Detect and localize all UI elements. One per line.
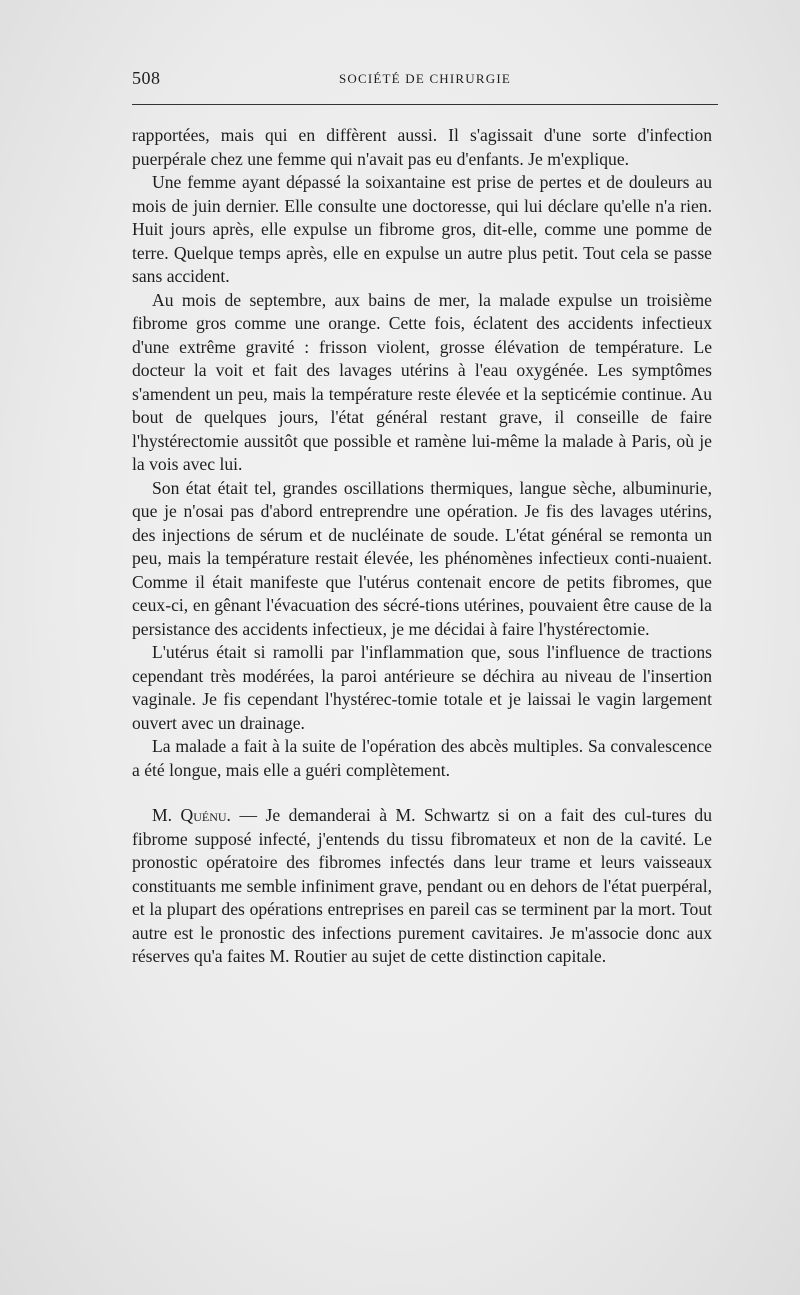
paragraph-2: Une femme ayant dépassé la soixantaine est prise de pertes et de douleurs au mois de juin dernier. Elle consulte une doctoresse, qui lui déclare qu'elle n'a rien. Huit jours après, elle expulse un fibrome gros, dit-elle, comme une pomme de terre. Quelque temps après, elle en expulse un autre plus petit. Tout cela se passe sans accident. [132,172,712,286]
body-text [132,124,712,969]
paragraph-5: L'utérus était si ramolli par l'inflammation que, sous l'influence de tractions cependant très modérées, la paroi antérieure se déchira au niveau de l'insertion vaginale. Je fis cependant l'hystérec-tomie totale et je laissai le vagin largement ouvert avec un drainage. [132,642,712,733]
paragraph-4: Son état était tel, grandes oscillations thermiques, langue sèche, albuminurie, que je n'osai pas d'abord entreprendre une opération. Je fis des lavages utérins, des injections de sérum et de nucléinate de soude. L'état général se remonta un peu, mais la température restait élevée, les phénomènes infectieux conti-nuaient. Comme il était manifeste que l'utérus contenait encore de petits fibromes, que ceux-ci, en gênant l'évacuation des sécré-tions utérines, pouvaient être cause de la persistance des accidents infectieux, je me décidai à faire l'hystérectomie. [132,477,712,639]
paragraph-6: La malade a fait à la suite de l'opération des abcès multiples. Sa convalescence a été longue, mais elle a guéri complètement. [132,736,712,780]
page-number: 508 [132,68,161,88]
page-header [132,68,718,92]
paragraph-quenu-text: — Je demanderai à M. Schwartz si on a fait des cul-tures du fibrome supposé infecté, j'entends du tissu fibromateux et non de la cavité. Le pronostic opératoire des fibromes infectés dans leur trame et leurs vaisseaux constituants me semble infiniment grave, pendant ou en dehors de l'état puerpéral, et la plupart des opérations entreprises en pareil cas se terminent par la mort. Tout autre est le pronostic des infections purement cavitaires. Je m'associe donc aux réserves qu'a faites M. Routier au sujet de cette distinction capitale. [132,805,713,966]
header-rule [132,104,718,105]
paragraph-1: rapportées, mais qui en diffèrent aussi. Il s'agissait d'une sorte d'infection puerpérale chez une femme qui n'avait pas eu d'enfants. Je m'explique. [132,125,712,169]
paragraph-3: Au mois de septembre, aux bains de mer, la malade expulse un troisième fibrome gros comme une orange. Cette fois, éclatent des accidents infectieux d'une extrême gravité : frisson violent, grosse élévation de température. Le docteur la voit et fait des lavages utérins à l'eau oxygénée. Les symptômes s'amendent un peu, mais la température reste élevée et la septicémie continue. Au bout de quelques jours, l'état général restant grave, il conseille de faire l'hystérectomie aussitôt que possible et ramène lui-même la malade à Paris, où je la vois avec lui. [132,289,712,474]
speaker-name: M. Quénu. [152,805,231,825]
running-head: SOCIÉTÉ DE CHIRURGIE [338,71,512,86]
paragraph-quenu [132,804,712,969]
